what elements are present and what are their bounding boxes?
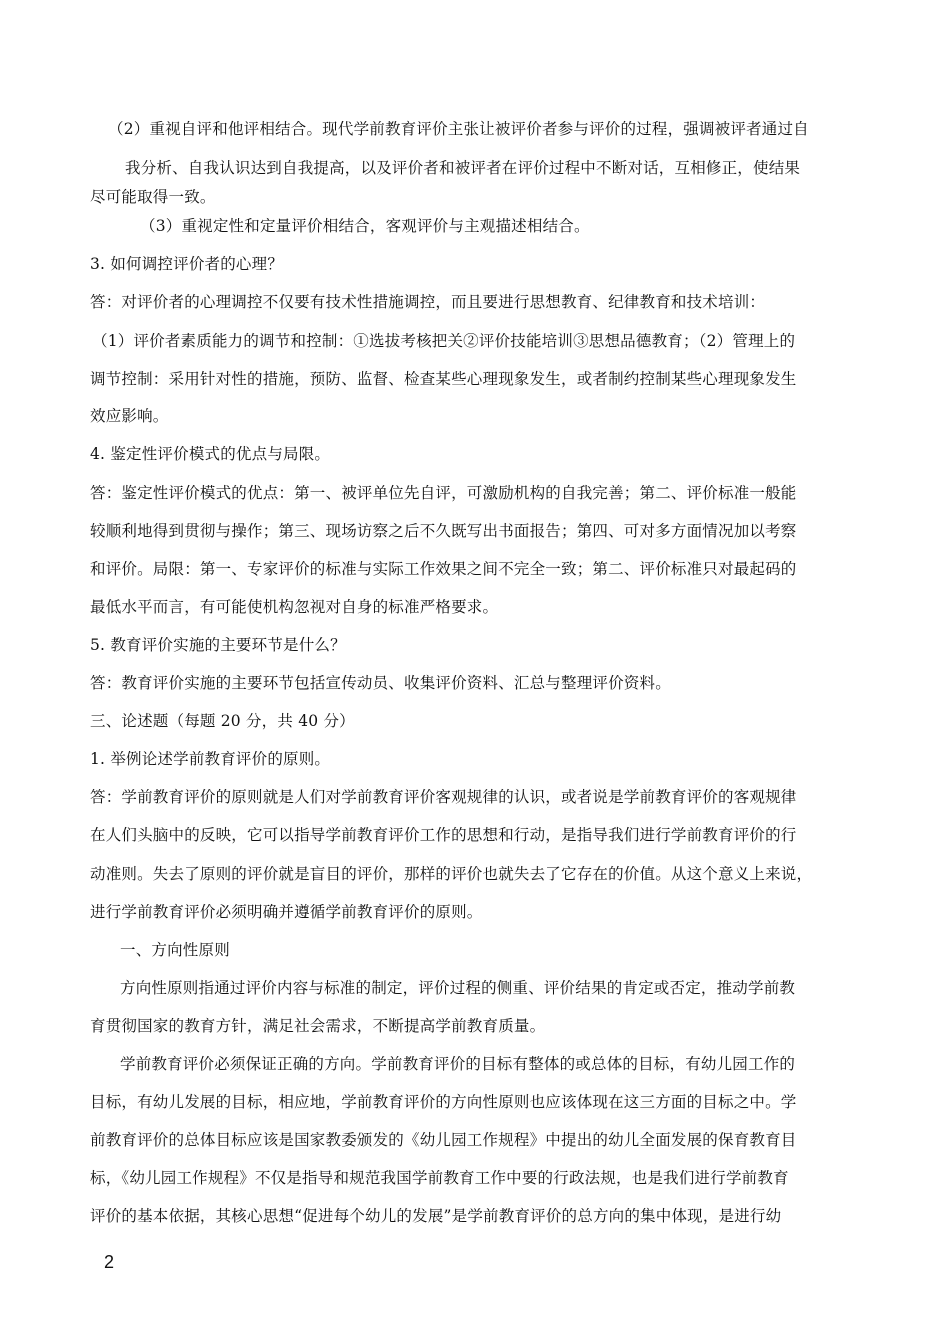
answer-line: 答：对评价者的心理调控不仅要有技术性措施调控，而且要进行思想教育、纪律教育和技术培训：: [90, 293, 766, 311]
answer-line: 和评价。局限：第一、专家评价的标准与实际工作效果之间不完全一致；第二、评价标准只对最起码的: [90, 560, 797, 578]
paragraph-line: 评价的基本依据，其核心思想“促进每个幼儿的发展”是学前教育评价的总方向的集中体现，是进行幼: [90, 1207, 782, 1225]
question-heading: 4. 鉴定性评价模式的优点与局限。: [90, 445, 331, 463]
question-heading: 5. 教育评价实施的主要环节是什么？: [90, 636, 346, 654]
paragraph-line: 育贯彻国家的教育方针，满足社会需求，不断提高学前教育质量。: [90, 1017, 546, 1035]
answer-line: 答：教育评价实施的主要环节包括宣传动员、收集评价资料、汇总与整理评价资料。: [90, 674, 671, 692]
paragraph-line: （3）重视定性和定量评价相结合，客观评价与主观描述相结合。: [140, 217, 590, 235]
question-heading: 3. 如何调控评价者的心理？: [90, 255, 284, 273]
paragraph-line: 目标，有幼儿发展的目标，相应地，学前教育评价的方向性原则也应该体现在这三方面的目标之中。学: [90, 1093, 797, 1111]
paragraph-line: 方向性原则指通过评价内容与标准的制定，评价过程的侧重、评价结果的肯定或否定，推动学前教: [120, 979, 796, 997]
paragraph-line: 学前教育评价必须保证正确的方向。学前教育评价的目标有整体的或总体的目标，有幼儿园工作的: [120, 1055, 796, 1073]
paragraph-line: 前教育评价的总体目标应该是国家教委颁发的《幼儿园工作规程》中提出的幼儿全面发展的保育教育目: [90, 1131, 797, 1149]
paragraph-line: （2）重视自评和他评相结合。现代学前教育评价主张让被评价者参与评价的过程，强调被评者通过自: [108, 120, 809, 138]
answer-line: 动准则。失去了原则的评价就是盲目的评价，那样的评价也就失去了它存在的价值。从这个意义上来说，: [90, 865, 813, 883]
answer-line: 答：鉴定性评价模式的优点：第一、被评单位先自评，可激励机构的自我完善；第二、评价标准一般能: [90, 484, 797, 502]
answer-line: （1）评价者素质能力的调节和控制：①选拔考核把关②评价技能培训③思想品德教育；（2）管理上的: [92, 332, 796, 350]
answer-line: 答：学前教育评价的原则就是人们对学前教育评价客观规律的认识，或者说是学前教育评价的客观规律: [90, 788, 797, 806]
paragraph-line: 我分析、自我认识达到自我提高，以及评价者和被评者在评价过程中不断对话，互相修正，使结果: [125, 159, 801, 177]
page-number: 2: [104, 1252, 115, 1272]
section-heading: 三、论述题（每题 20 分，共 40 分）: [90, 712, 355, 730]
answer-line: 最低水平而言，有可能使机构忽视对自身的标准严格要求。: [90, 598, 499, 616]
answer-line: 较顺利地得到贯彻与操作；第三、现场访察之后不久既写出书面报告；第四、可对多方面情况加以考察: [90, 522, 797, 540]
answer-line: 调节控制：采用针对性的措施，预防、监督、检查某些心理现象发生，或者制约控制某些心理现象发生: [90, 370, 797, 388]
paragraph-line: 尽可能取得一致。: [90, 188, 216, 206]
answer-line: 进行学前教育评价必须明确并遵循学前教育评价的原则。: [90, 903, 483, 921]
subsection-heading: 一、方向性原则: [120, 941, 230, 959]
answer-line: 效应影响。: [90, 407, 169, 425]
question-heading: 1. 举例论述学前教育评价的原则。: [90, 750, 331, 768]
answer-line: 在人们头脑中的反映，它可以指导学前教育评价工作的思想和行动，是指导我们进行学前教育评价的行: [90, 826, 797, 844]
paragraph-line: 标，《幼儿园工作规程》不仅是指导和规范我国学前教育工作中要的行政法规，也是我们进行学前教育: [90, 1169, 789, 1187]
